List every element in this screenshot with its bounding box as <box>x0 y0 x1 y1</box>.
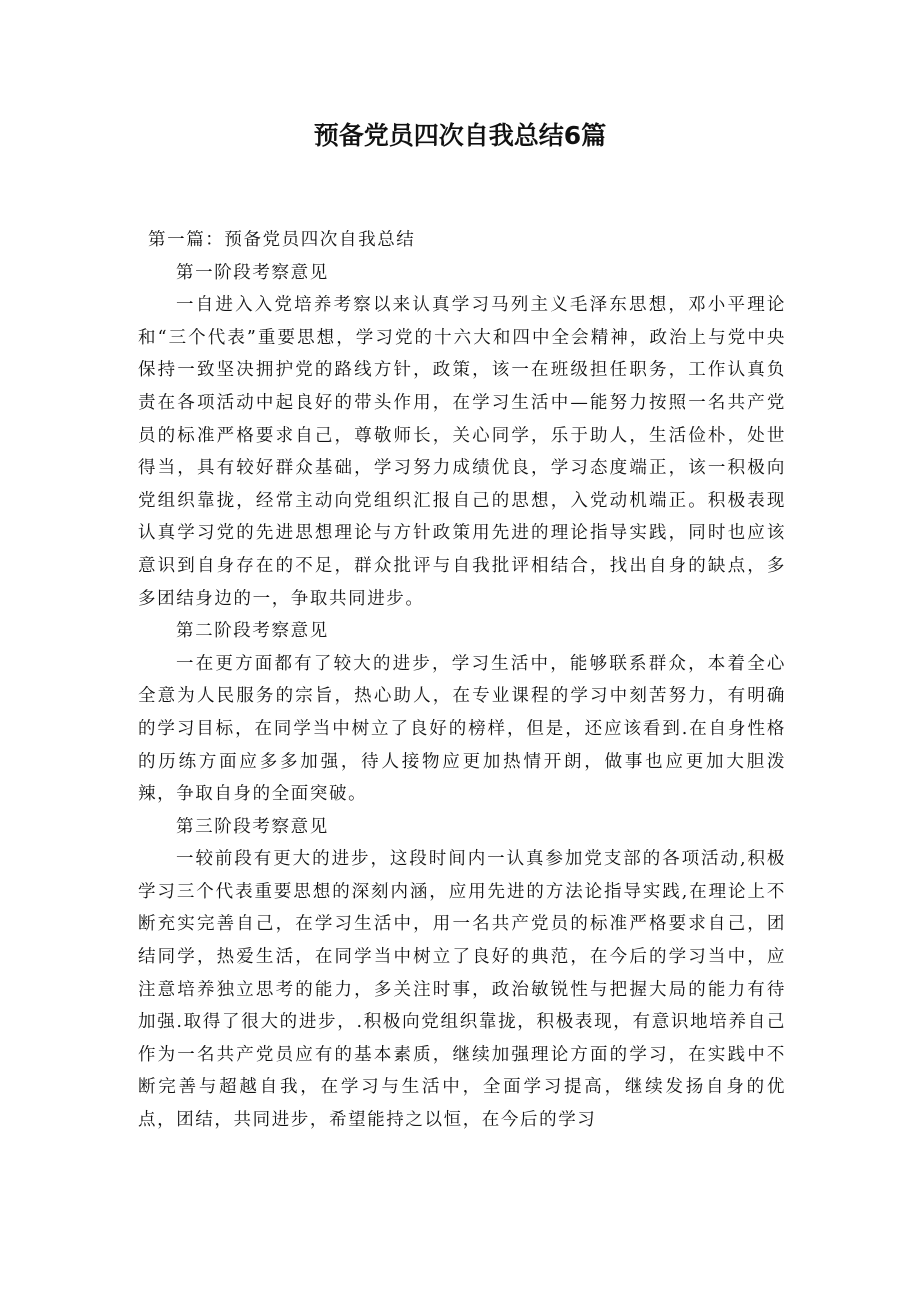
section-heading-3: 第三阶段考察意见 <box>176 816 329 837</box>
section-paragraph-3: 一较前段有更大的进步，这段时间内一认真参加党支部的各项活动,积极学习三个代表重要思想的深刻内涵，应用先进的方法论指导实践,在理论上不断充实完善自己，在学习生活中，用一名共产党员的标准严格要求自己，团结同学，热爱生活，在同学当中树立了良好的典范，在今后的学习当中，应注意培养独立思考的能力，多关注时事，政治敏锐性与把握大局的能力有待加强.取得了很大的进步，.积极向党组织靠拢，积极表现，有意识地培养自己作为一名共产党员应有的基本素质，继续加强理论方面的学习，在实践中不断完善与超越自我，在学习与生活中，全面学习提高，继续发扬自身的优点，团结，共同进步，希望能持之以恒，在今后的学习 <box>138 849 786 1131</box>
section-paragraph-2: 一在更方面都有了较大的进步，学习生活中，能够联系群众，本着全心全意为人民服务的宗旨，热心助人，在专业课程的学习中刻苦努力，有明确的学习目标，在同学当中树立了良好的榜样，但是，还应该看到.在自身性格的历练方面应多多加强，待人接物应更加热情开朗，做事也应更加大胆泼辣，争取自身的全面突破。 <box>138 653 786 805</box>
chapter-heading: 第一篇：预备党员四次自我总结 <box>148 230 416 250</box>
document-title: 预备党员四次自我总结6篇 <box>313 121 607 150</box>
section-heading-2: 第二阶段考察意见 <box>176 621 329 642</box>
section-paragraph-1: 一自进入入党培养考察以来认真学习马列主义毛泽东思想，邓小平理论和“三个代表”重要思想，学习党的十六大和四中全会精神，政治上与党中央保持一致坚决拥护党的路线方针，政策，该一在班级担任职务，工作认真负责在各项活动中起良好的带头作用，在学习生活中—能努力按照一名共产党员的标准严格要求自己，尊敬师长，关心同学，乐于助人，生活俭朴，处世得当，具有较好群众基础，学习努力成绩优良，学习态度端正，该一积极向党组织靠拢，经常主动向党组织汇报自己的思想，入党动机端正。积极表现认真学习党的先进思想理论与方针政策用先进的理论指导实践，同时也应该意识到自身存在的不足，群众批评与自我批评相结合，找出自身的缺点，多多团结身边的一，争取共同进步。 <box>138 295 786 609</box>
document-body <box>138 224 786 1137</box>
section-heading-1: 第一阶段考察意见 <box>176 262 329 283</box>
